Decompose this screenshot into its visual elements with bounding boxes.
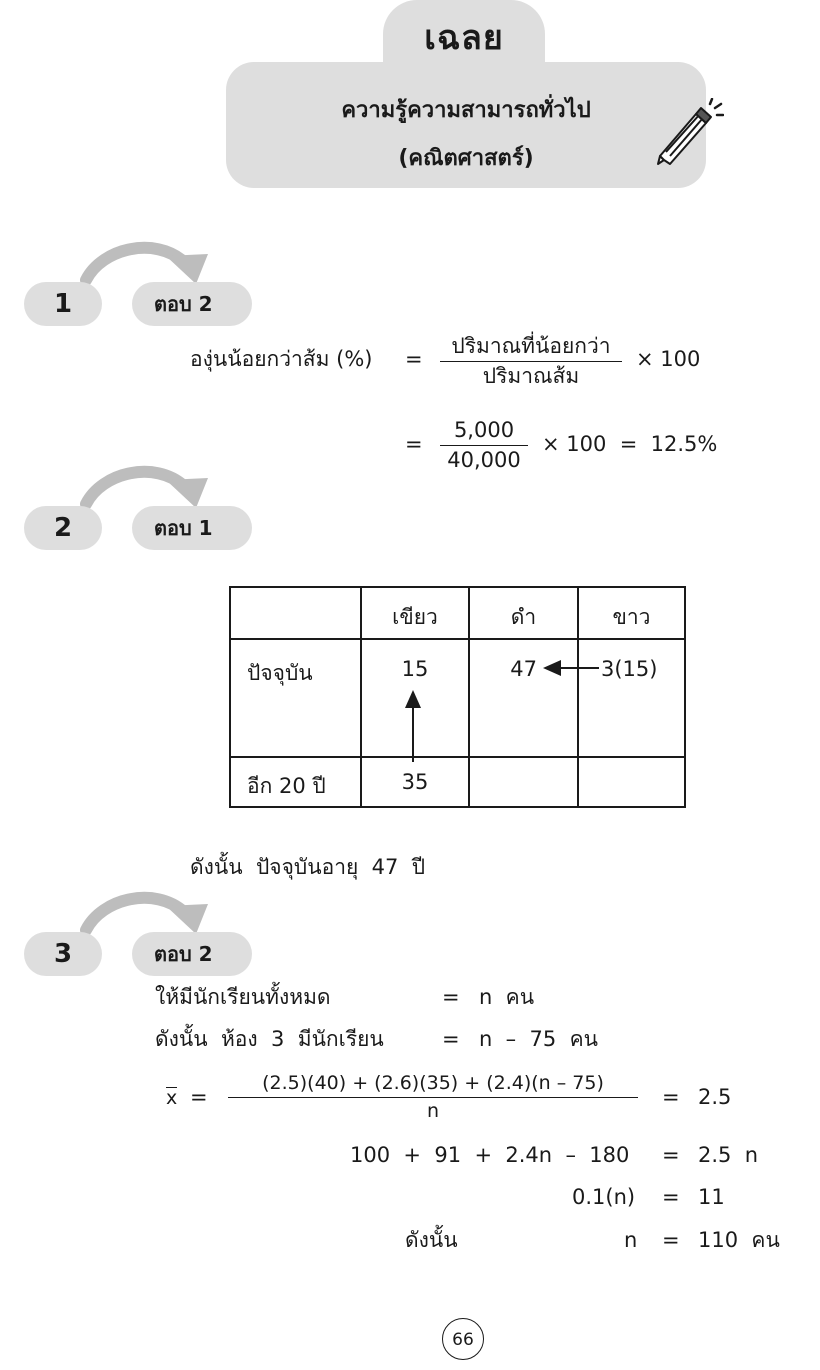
question-number: 3 [24, 932, 102, 976]
q3-line6-equals: = [662, 1228, 680, 1252]
q3-mean-fraction [228, 1074, 638, 1121]
age-table [229, 586, 686, 808]
fraction-denominator: ปริมาณส้ม [482, 364, 580, 388]
q3-line5-rhs: 11 [698, 1185, 725, 1209]
page-title: เฉลย [424, 18, 504, 58]
q3-line6-rhs: 110 คน [698, 1228, 780, 1252]
table-cell: 15 [361, 639, 469, 757]
up-arrow-icon [400, 690, 426, 762]
table-cell [578, 757, 685, 807]
q3-line5-equals: = [662, 1185, 680, 1209]
x-bar-symbol: x [166, 1087, 178, 1109]
table-row [230, 757, 685, 807]
table-row-label: อีก 20 ปี [230, 757, 361, 807]
q3-line1-label: ให้มีนักเรียนทั้งหมด [155, 985, 331, 1009]
q3-line4-equals: = [662, 1143, 680, 1167]
question-number: 2 [24, 506, 102, 550]
table-cell: 3(15) [578, 639, 685, 757]
q3-xbar-equals: = [190, 1085, 208, 1109]
page-number: 66 [442, 1318, 484, 1360]
q1-equals: = [405, 347, 423, 371]
q1-lhs: องุ่นน้อยกว่าส้ม (%) [190, 347, 373, 371]
table-row [230, 639, 685, 757]
q3-line4-rhs: 2.5 n [698, 1143, 759, 1167]
fraction-denominator: 40,000 [447, 448, 521, 472]
q1-result: × 100 = 12.5% [542, 432, 718, 456]
q3-line6-lhs: n [624, 1228, 638, 1252]
q1-equals-2: = [405, 432, 423, 456]
question-number: 1 [24, 282, 102, 326]
q3-line2-label: ดังนั้น ห้อง 3 มีนักเรียน [155, 1027, 384, 1051]
table-header-green: เขียว [361, 587, 469, 639]
table-cell: 47 [469, 639, 578, 757]
q3-line1-equals: = [442, 985, 460, 1009]
q3-mean-equals: = [662, 1085, 680, 1109]
q3-line2-equals: = [442, 1027, 460, 1051]
fraction-denominator: n [426, 1100, 440, 1122]
table-cell [469, 757, 578, 807]
q3-line4-lhs: 100 + 91 + 2.4n – 180 [350, 1143, 630, 1167]
table-header-white: ขาว [578, 587, 685, 639]
answer-label: ตอบ 2 [132, 282, 252, 326]
q3-line2-value: n – 75 คน [479, 1027, 598, 1051]
q1-fraction-2 [440, 420, 528, 471]
left-arrow-icon [543, 658, 599, 678]
header-subtitle-line1: ความรู้ความสามารถทั่วไป [341, 98, 591, 123]
q3-line5-lhs: 0.1(n) [572, 1185, 636, 1209]
table-header-black: ดำ [469, 587, 578, 639]
table-row-label: ปัจจุบัน [230, 639, 361, 757]
fraction-numerator: ปริมาณที่น้อยกว่า [440, 336, 622, 362]
q1-fraction-1 [440, 336, 622, 387]
answer-label: ตอบ 1 [132, 506, 252, 550]
answer-label: ตอบ 2 [132, 932, 252, 976]
q2-conclusion: ดังนั้น ปัจจุบันอายุ 47 ปี [190, 855, 426, 879]
q3-line6-label: ดังนั้น [405, 1228, 458, 1252]
header-subtitle-line2: (คณิตศาสตร์) [398, 146, 534, 171]
q3-mean-value: 2.5 [698, 1085, 732, 1109]
table-row [230, 587, 685, 639]
table-cell [230, 587, 361, 639]
q1-times: × 100 [636, 347, 701, 371]
table-cell: 35 [361, 757, 469, 807]
pencil-icon [652, 98, 724, 168]
fraction-numerator: 5,000 [440, 420, 528, 446]
q3-line1-value: n คน [479, 985, 535, 1009]
fraction-numerator: (2.5)(40) + (2.6)(35) + (2.4)(n – 75) [228, 1074, 638, 1098]
